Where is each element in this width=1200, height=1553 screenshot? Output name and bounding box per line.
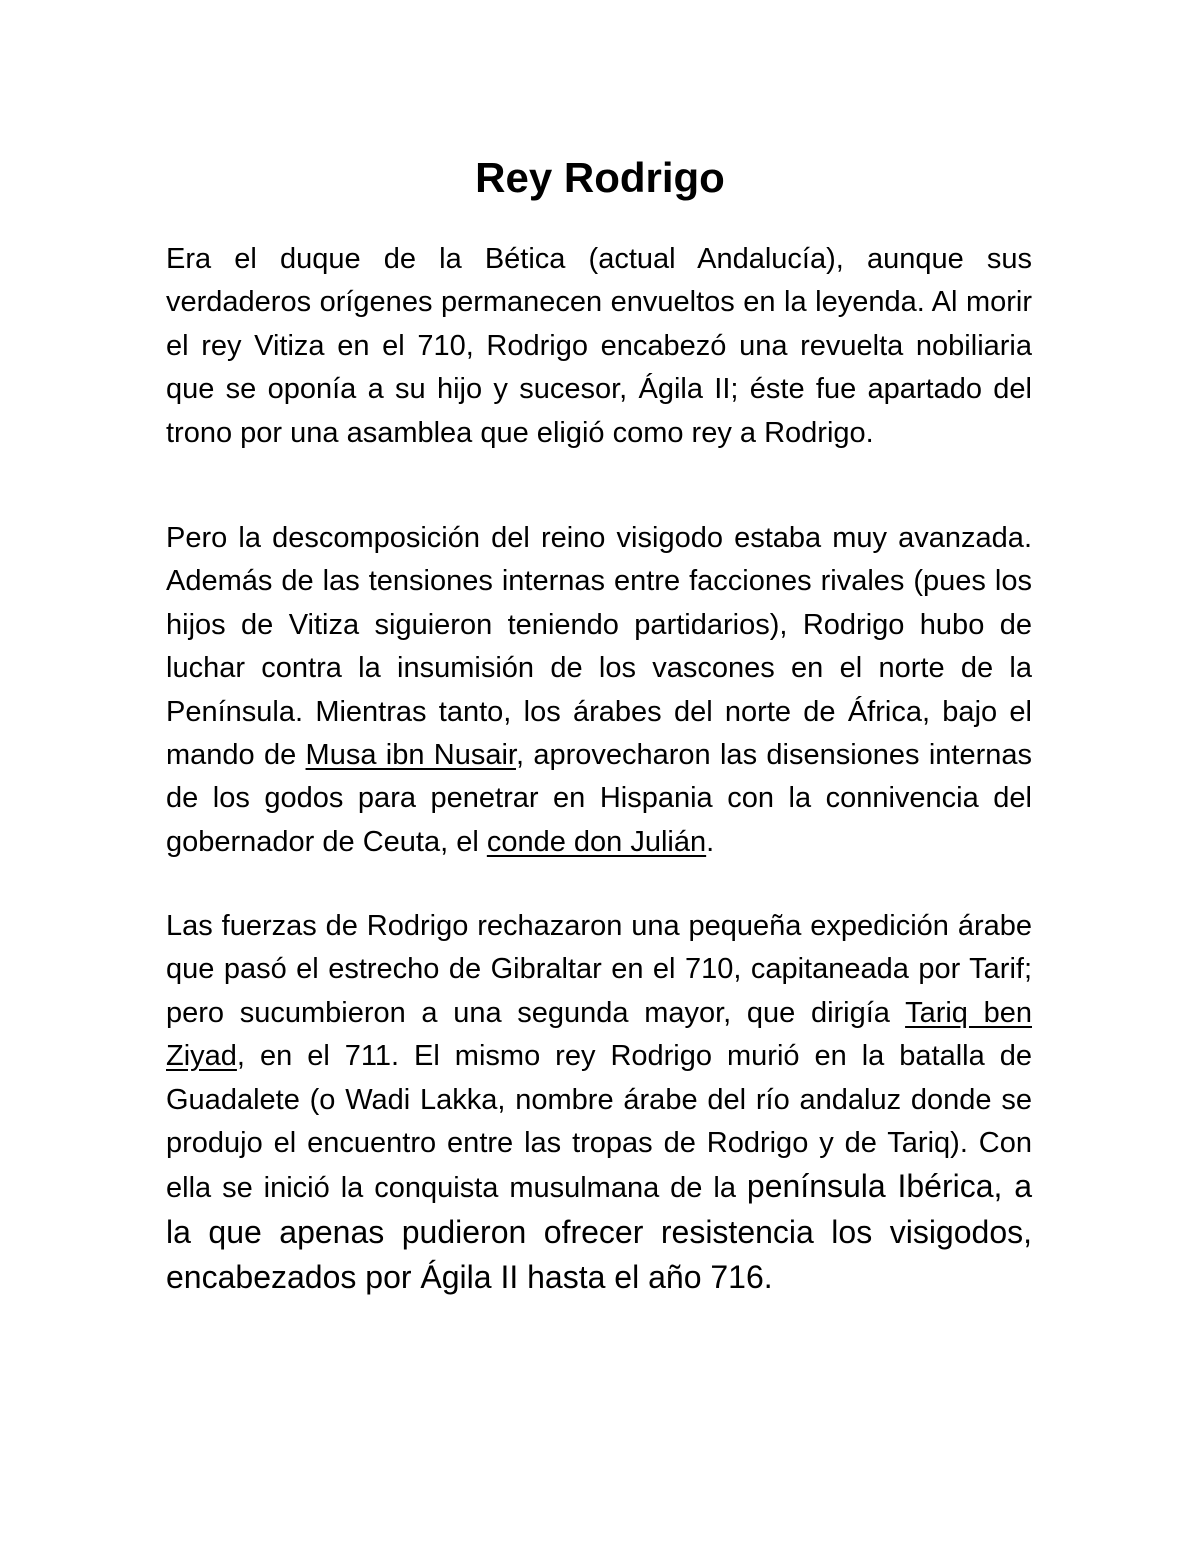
paragraph-text: . [706,825,715,858]
paragraph-text: , en el 711. El mismo rey Rodrigo murió en la batalla de Guadalete (o Wadi Lakka, nombre árabe del río andaluz donde se produjo el encuentro entre las tropas de Rodrigo y de Tariq). Con ella se inició la conquista musulmana de la [166,1040,1032,1205]
paragraph-text: Pero la descomposición del reino visigodo estaba muy avanzada. Además de las tensiones internas entre facciones rivales (pues los hijos de Vitiza siguieron teniendo partidarios), Rodrigo hubo de luchar contra la insumisión de los vascones en el norte de la Península. Mientras tanto, los árabes del norte de África, bajo el mando de [166,522,1032,772]
paragraph-text-large: península Ibérica, a la que apenas pudieron ofrecer resistencia los visigodos, encabezados por Ágila II hasta el año 716. [166,1168,1032,1296]
page-title: Rey Rodrigo [475,154,725,201]
paragraph-decline [166,517,1032,864]
link-tariq-ben-ziyad[interactable]: Tariq ben Ziyad [166,996,1032,1073]
link-conde-don-julian[interactable]: conde don Julián [486,825,707,858]
link-musa-ibn-nusair[interactable]: Musa ibn Nusair [305,739,516,772]
paragraph-conquest [166,905,1032,1302]
paragraph-intro: Era el duque de la Bética (actual Andalucía), aunque sus verdaderos orígenes permanecen envueltos en la leyenda. Al morir el rey Vitiza en el 710, Rodrigo encabezó una revuelta nobiliaria que se oponía a su hijo y sucesor, Ágila II; éste fue apartado del trono por una asamblea que eligió como rey a Rodrigo. [166,243,1032,449]
paragraph-text: , aprovecharon las disensiones internas de los godos para penetrar en Hispania con la connivencia del gobernador de Ceuta, el [166,739,1033,858]
paragraph-text: Las fuerzas de Rodrigo rechazaron una pequeña expedición árabe que pasó el estrecho de Gibraltar en el 710, capitaneada por Tarif; pero sucumbieron a una segunda mayor, que dirigía [166,910,1032,1029]
